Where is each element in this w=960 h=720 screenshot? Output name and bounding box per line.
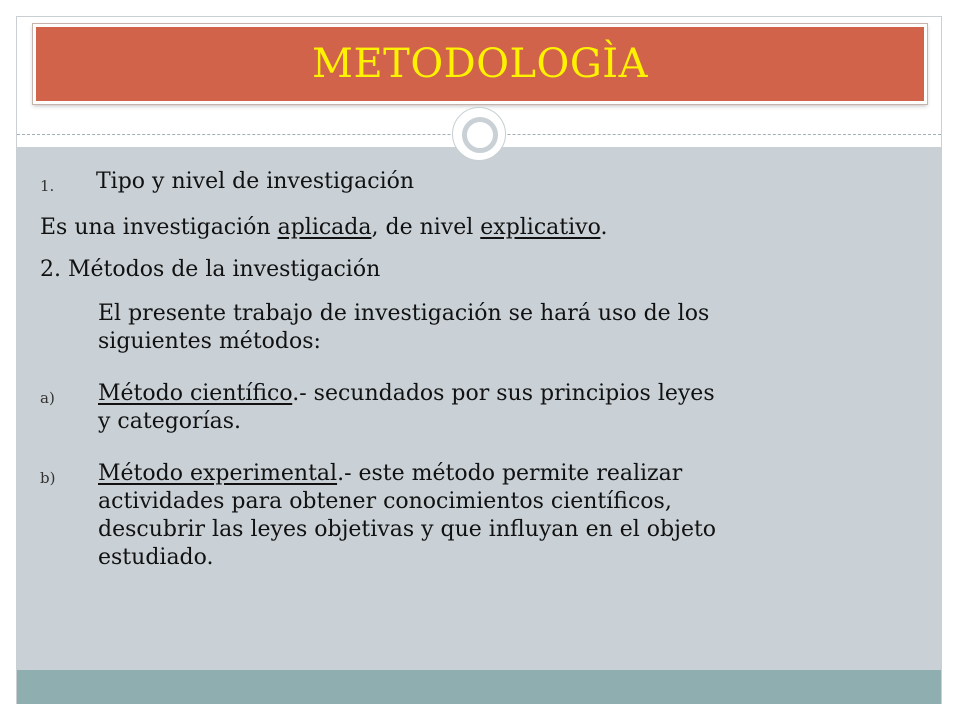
underlined-term: Método científico <box>98 381 293 406</box>
section-heading: 2. Métodos de la investigación <box>40 257 381 282</box>
text-span: .- secundados por sus principios leyes <box>292 381 715 406</box>
underlined-term: aplicada <box>277 215 372 240</box>
text-span: . <box>600 215 608 240</box>
bottom-bar <box>17 670 941 704</box>
text-span: .- este método permite realizar <box>337 461 683 486</box>
list-marker: 1. <box>40 177 55 195</box>
text-line: y categorías. <box>98 409 241 434</box>
item-text: Tipo y nivel de investigación <box>96 169 415 194</box>
text-span: Es una investigación <box>40 215 278 240</box>
text-span: , de nivel <box>371 215 481 240</box>
item-text <box>98 460 918 572</box>
list-marker: b) <box>40 469 56 487</box>
item-text <box>98 380 918 436</box>
text-line: descubrir las leyes objetivas y que influyan en el objeto <box>98 517 717 542</box>
circle-ornament-icon <box>452 107 506 161</box>
paragraph <box>98 300 918 356</box>
text-line: estudiado. <box>98 545 214 570</box>
slide-title: METODOLOGÌA <box>312 41 648 87</box>
text-line <box>98 380 918 408</box>
text-line <box>98 460 918 488</box>
list-marker: a) <box>40 389 55 407</box>
underlined-term: Método experimental <box>98 461 338 486</box>
title-bar <box>33 24 927 104</box>
text-line: El presente trabajo de investigación se hará uso de los <box>98 301 710 326</box>
paragraph <box>40 214 607 242</box>
underlined-term: explicativo <box>480 215 601 240</box>
ring-ornament-icon <box>462 117 498 153</box>
text-line: siguientes métodos: <box>98 329 321 354</box>
text-line: actividades para obtener conocimientos científicos, <box>98 489 672 514</box>
